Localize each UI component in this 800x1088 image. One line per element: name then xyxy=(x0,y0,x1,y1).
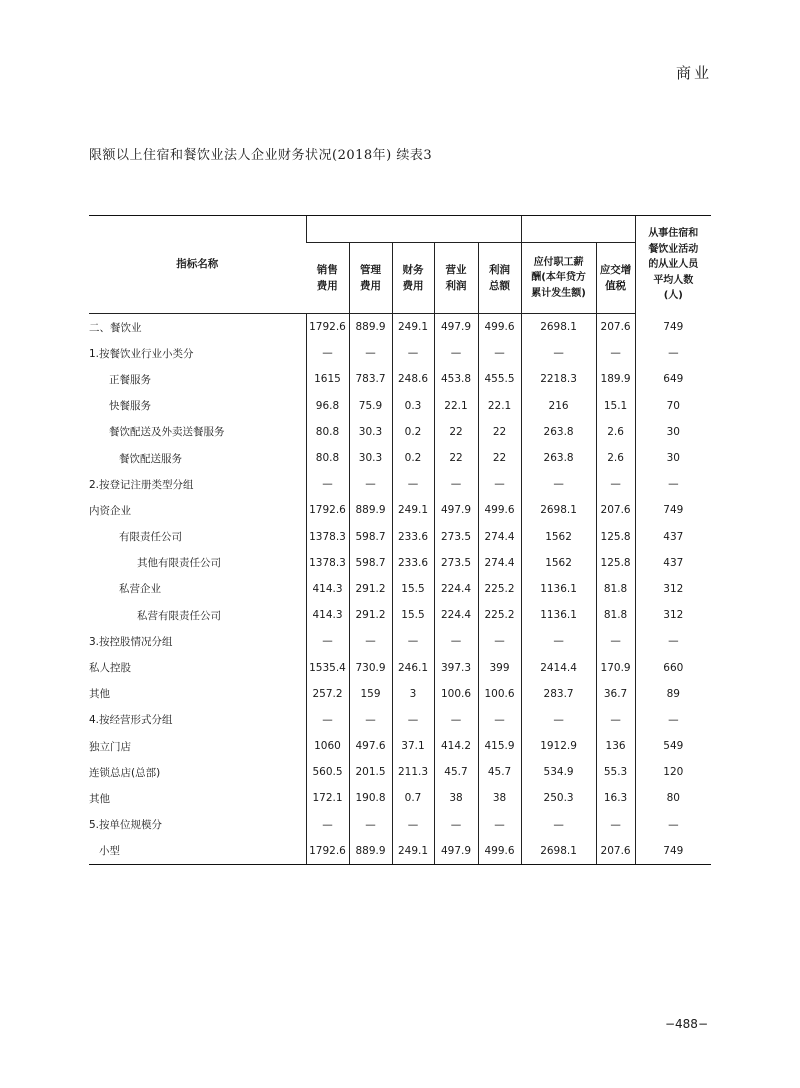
table-cell: 415.9 xyxy=(478,733,521,759)
row-label: 小型 xyxy=(89,838,306,865)
table-cell: 22 xyxy=(434,419,478,445)
table-cell: 1378.3 xyxy=(306,550,349,576)
table-row xyxy=(89,366,711,392)
header-line: 酬(本年贷方 xyxy=(531,272,586,284)
table-cell: 497.9 xyxy=(434,838,478,865)
table-cell: — xyxy=(306,812,349,838)
table-cell: — xyxy=(349,707,392,733)
table-cell: 37.1 xyxy=(392,733,434,759)
table-cell: 414.3 xyxy=(306,576,349,602)
row-label: 快餐服务 xyxy=(109,400,151,413)
table-cell: — xyxy=(596,471,635,497)
table-cell: 100.6 xyxy=(434,681,478,707)
table-cell: 291.2 xyxy=(349,602,392,628)
section-label: 商业 xyxy=(675,64,712,82)
table-row xyxy=(89,759,711,785)
row-label: 二、餐饮业 xyxy=(89,321,142,334)
table-cell: 1136.1 xyxy=(521,602,596,628)
table-cell: 414.2 xyxy=(434,733,478,759)
table-cell: 45.7 xyxy=(434,759,478,785)
table-cell: 2698.1 xyxy=(521,497,596,523)
row-label: 连锁总店(总部) xyxy=(89,766,161,779)
table-cell: 55.3 xyxy=(596,759,635,785)
table-cell: 1562 xyxy=(521,550,596,576)
table-cell: — xyxy=(349,340,392,366)
table-cell: 38 xyxy=(434,785,478,811)
table-cell: — xyxy=(596,707,635,733)
table-cell: 81.8 xyxy=(596,576,635,602)
table-cell: 1792.6 xyxy=(306,314,349,341)
table-cell: — xyxy=(478,471,521,497)
table-cell: 312 xyxy=(635,602,711,628)
table-cell: — xyxy=(521,628,596,654)
table-cell: 649 xyxy=(635,366,711,392)
table-cell: 730.9 xyxy=(349,654,392,680)
header-line: (人) xyxy=(663,290,683,301)
table-cell: 499.6 xyxy=(478,838,521,865)
table-cell: 189.9 xyxy=(596,366,635,392)
row-label: 私营有限责任公司 xyxy=(137,609,221,622)
table-cell: 100.6 xyxy=(478,681,521,707)
table-cell: 437 xyxy=(635,524,711,550)
table-cell: 30.3 xyxy=(349,445,392,471)
table-cell: 499.6 xyxy=(478,497,521,523)
table-cell: 224.4 xyxy=(434,602,478,628)
table-cell: 216 xyxy=(521,393,596,419)
table-cell: — xyxy=(596,628,635,654)
table-cell: 1912.9 xyxy=(521,733,596,759)
financial-table xyxy=(89,215,711,865)
table-cell: — xyxy=(392,812,434,838)
table-cell: — xyxy=(478,340,521,366)
table-cell: — xyxy=(349,471,392,497)
table-cell: 15.5 xyxy=(392,602,434,628)
row-label: 私人控股 xyxy=(89,662,131,675)
table-cell: — xyxy=(392,707,434,733)
row-label: 内资企业 xyxy=(89,504,131,517)
header-line: 的从业人员 xyxy=(648,259,699,270)
table-title: 限额以上住宿和餐饮业法人企业财务状况(2018年) 续表3 xyxy=(89,148,433,163)
header-line: 费用 xyxy=(316,280,338,292)
table-cell: 211.3 xyxy=(392,759,434,785)
table-cell: — xyxy=(635,707,711,733)
table-cell: 30 xyxy=(635,419,711,445)
table-row xyxy=(89,314,711,341)
table-cell: 81.8 xyxy=(596,602,635,628)
table-body xyxy=(89,314,711,865)
row-label: 独立门店 xyxy=(89,740,131,753)
table-cell: — xyxy=(349,812,392,838)
row-label: 1.按餐饮业行业小类分 xyxy=(89,347,194,360)
table-cell: 249.1 xyxy=(392,314,434,341)
table-cell: 2.6 xyxy=(596,419,635,445)
table-cell: 497.9 xyxy=(434,497,478,523)
table-cell: 1562 xyxy=(521,524,596,550)
table-row xyxy=(89,393,711,419)
row-label: 其他 xyxy=(89,792,110,805)
table-cell: 889.9 xyxy=(349,838,392,865)
header-line: 利润 xyxy=(445,280,467,292)
table-cell: 257.2 xyxy=(306,681,349,707)
table-cell: 15.1 xyxy=(596,393,635,419)
header-line: 累计发生额) xyxy=(531,287,586,299)
header-line: 平均人数 xyxy=(653,274,694,286)
table-cell: 291.2 xyxy=(349,576,392,602)
header-col-4 xyxy=(434,243,478,314)
table-cell: 889.9 xyxy=(349,314,392,341)
table-row xyxy=(89,838,711,865)
table-cell: 96.8 xyxy=(306,393,349,419)
table-cell: 2698.1 xyxy=(521,838,596,865)
table-cell: 30 xyxy=(635,445,711,471)
table-cell: — xyxy=(521,340,596,366)
table-cell: 75.9 xyxy=(349,393,392,419)
table-cell: 30.3 xyxy=(349,419,392,445)
table-cell: 120 xyxy=(635,759,711,785)
table-row xyxy=(89,497,711,523)
table-cell: 225.2 xyxy=(478,602,521,628)
table-cell: 2.6 xyxy=(596,445,635,471)
table-cell: 159 xyxy=(349,681,392,707)
table-cell: 455.5 xyxy=(478,366,521,392)
table-cell: 273.5 xyxy=(434,524,478,550)
header-group-spacer-a xyxy=(306,216,521,243)
table-cell: 889.9 xyxy=(349,497,392,523)
table-cell: 80.8 xyxy=(306,419,349,445)
header-indicator-name: 指标名称 xyxy=(89,216,306,314)
table-cell: 0.2 xyxy=(392,419,434,445)
table-row xyxy=(89,602,711,628)
header-line: 利润 xyxy=(489,263,511,276)
table-cell: 45.7 xyxy=(478,759,521,785)
table-cell: 0.2 xyxy=(392,445,434,471)
table-cell: 250.3 xyxy=(521,785,596,811)
header-col-5 xyxy=(478,243,521,314)
table-cell: 22 xyxy=(478,419,521,445)
table-cell: 1535.4 xyxy=(306,654,349,680)
table-cell: 283.7 xyxy=(521,681,596,707)
table-cell: — xyxy=(521,471,596,497)
table-cell: 1792.6 xyxy=(306,497,349,523)
table-cell: — xyxy=(596,340,635,366)
table-cell: — xyxy=(478,707,521,733)
header-col-6 xyxy=(521,243,596,314)
table-cell: 783.7 xyxy=(349,366,392,392)
header-line: 应付职工薪 xyxy=(533,256,584,268)
table-cell: — xyxy=(521,707,596,733)
row-label: 4.按经营形式分组 xyxy=(89,714,173,727)
table-cell: 598.7 xyxy=(349,550,392,576)
table-cell: 201.5 xyxy=(349,759,392,785)
row-label: 有限责任公司 xyxy=(119,531,182,544)
table-row xyxy=(89,812,711,838)
header-line: 从事住宿和 xyxy=(648,228,699,239)
table-cell: — xyxy=(635,471,711,497)
header-col-1 xyxy=(306,243,349,314)
header-col-3 xyxy=(392,243,434,314)
table-row xyxy=(89,550,711,576)
table-cell: 22 xyxy=(478,445,521,471)
table-cell: 249.1 xyxy=(392,838,434,865)
table-cell: 1615 xyxy=(306,366,349,392)
table-cell: 453.8 xyxy=(434,366,478,392)
row-label: 私营企业 xyxy=(119,583,161,596)
table-cell: 125.8 xyxy=(596,524,635,550)
table-cell: 249.1 xyxy=(392,497,434,523)
table-cell: 80.8 xyxy=(306,445,349,471)
table-row xyxy=(89,445,711,471)
table-row xyxy=(89,733,711,759)
table-cell: 499.6 xyxy=(478,314,521,341)
table-cell: — xyxy=(349,628,392,654)
table-row xyxy=(89,681,711,707)
table-cell: — xyxy=(306,471,349,497)
table-cell: 36.7 xyxy=(596,681,635,707)
table-cell: 0.3 xyxy=(392,393,434,419)
table-cell: 246.1 xyxy=(392,654,434,680)
table-cell: — xyxy=(392,471,434,497)
table-cell: 399 xyxy=(478,654,521,680)
row-label: 2.按登记注册类型分组 xyxy=(89,478,194,491)
table-cell: 749 xyxy=(635,497,711,523)
table-cell: 414.3 xyxy=(306,602,349,628)
table-row xyxy=(89,340,711,366)
header-line: 餐饮业活动 xyxy=(648,243,699,255)
table-cell: 22 xyxy=(434,445,478,471)
table-cell: — xyxy=(306,628,349,654)
header-col-7 xyxy=(596,243,635,314)
table-cell: — xyxy=(434,707,478,733)
table-cell: — xyxy=(635,628,711,654)
table-row xyxy=(89,785,711,811)
table-cell: 2414.4 xyxy=(521,654,596,680)
table-cell: 136 xyxy=(596,733,635,759)
table-cell: 22.1 xyxy=(478,393,521,419)
table-row xyxy=(89,707,711,733)
row-label: 3.按控股情况分组 xyxy=(89,635,173,648)
table-cell: 89 xyxy=(635,681,711,707)
table-cell: 248.6 xyxy=(392,366,434,392)
header-line: 销售 xyxy=(316,263,338,276)
table-row xyxy=(89,654,711,680)
table-cell: 273.5 xyxy=(434,550,478,576)
table-cell: 80 xyxy=(635,785,711,811)
table-cell: — xyxy=(392,340,434,366)
table-cell: 263.8 xyxy=(521,445,596,471)
header-line: 总额 xyxy=(489,280,511,292)
table-cell: — xyxy=(635,340,711,366)
row-label: 5.按单位规模分 xyxy=(89,819,163,832)
header-line: 营业 xyxy=(445,263,467,276)
table-cell: 1060 xyxy=(306,733,349,759)
table-cell: 1136.1 xyxy=(521,576,596,602)
header-line: 费用 xyxy=(402,280,424,292)
header-col-8 xyxy=(635,216,711,314)
table-cell: 312 xyxy=(635,576,711,602)
table-row xyxy=(89,628,711,654)
table-cell: 560.5 xyxy=(306,759,349,785)
table-cell: — xyxy=(434,812,478,838)
table-cell: 207.6 xyxy=(596,497,635,523)
table-cell: 749 xyxy=(635,314,711,341)
table-cell: — xyxy=(478,628,521,654)
table-cell: — xyxy=(306,340,349,366)
table-row xyxy=(89,576,711,602)
table-cell: — xyxy=(306,707,349,733)
table-cell: 22.1 xyxy=(434,393,478,419)
table-cell: 2698.1 xyxy=(521,314,596,341)
table-row xyxy=(89,524,711,550)
table-cell: — xyxy=(635,812,711,838)
header-group-spacer-b xyxy=(521,216,635,243)
row-label: 其他有限责任公司 xyxy=(137,557,221,570)
table-cell: 233.6 xyxy=(392,524,434,550)
table-cell: 225.2 xyxy=(478,576,521,602)
row-label: 餐饮配送及外卖送餐服务 xyxy=(109,426,225,439)
header-col-2 xyxy=(349,243,392,314)
table-cell: 274.4 xyxy=(478,550,521,576)
table-cell: 38 xyxy=(478,785,521,811)
row-label: 正餐服务 xyxy=(109,373,151,386)
table-cell: 497.6 xyxy=(349,733,392,759)
page-number: −488− xyxy=(664,1017,708,1031)
table-cell: — xyxy=(434,471,478,497)
table-cell: 534.9 xyxy=(521,759,596,785)
table-cell: 172.1 xyxy=(306,785,349,811)
table-cell: 549 xyxy=(635,733,711,759)
table-cell: 224.4 xyxy=(434,576,478,602)
table-cell: — xyxy=(392,628,434,654)
table-cell: 749 xyxy=(635,838,711,865)
table-cell: — xyxy=(434,628,478,654)
table-cell: 3 xyxy=(392,681,434,707)
table-cell: — xyxy=(478,812,521,838)
row-label: 其他 xyxy=(89,688,110,701)
table-cell: 207.6 xyxy=(596,838,635,865)
table-cell: 1378.3 xyxy=(306,524,349,550)
table-cell: 16.3 xyxy=(596,785,635,811)
header-line: 费用 xyxy=(360,280,381,292)
table-cell: — xyxy=(521,812,596,838)
table-cell: 1792.6 xyxy=(306,838,349,865)
table-cell: — xyxy=(596,812,635,838)
header-line: 管理 xyxy=(360,263,381,276)
table-cell: 263.8 xyxy=(521,419,596,445)
table-cell: — xyxy=(434,340,478,366)
table-cell: 0.7 xyxy=(392,785,434,811)
table-cell: 2218.3 xyxy=(521,366,596,392)
table-cell: 207.6 xyxy=(596,314,635,341)
table-cell: 274.4 xyxy=(478,524,521,550)
table-cell: 125.8 xyxy=(596,550,635,576)
table-cell: 170.9 xyxy=(596,654,635,680)
header-line: 应交增 xyxy=(599,263,632,276)
table-cell: 15.5 xyxy=(392,576,434,602)
table-cell: 598.7 xyxy=(349,524,392,550)
table-cell: 497.9 xyxy=(434,314,478,341)
table-cell: 233.6 xyxy=(392,550,434,576)
header-line: 值税 xyxy=(605,280,627,292)
table-cell: 660 xyxy=(635,654,711,680)
table-row xyxy=(89,471,711,497)
table-row xyxy=(89,419,711,445)
table-cell: 70 xyxy=(635,393,711,419)
row-label: 餐饮配送服务 xyxy=(119,452,182,465)
table-header xyxy=(89,216,711,314)
header-line: 财务 xyxy=(402,263,424,276)
table-cell: 437 xyxy=(635,550,711,576)
table-cell: 397.3 xyxy=(434,654,478,680)
table-cell: 190.8 xyxy=(349,785,392,811)
